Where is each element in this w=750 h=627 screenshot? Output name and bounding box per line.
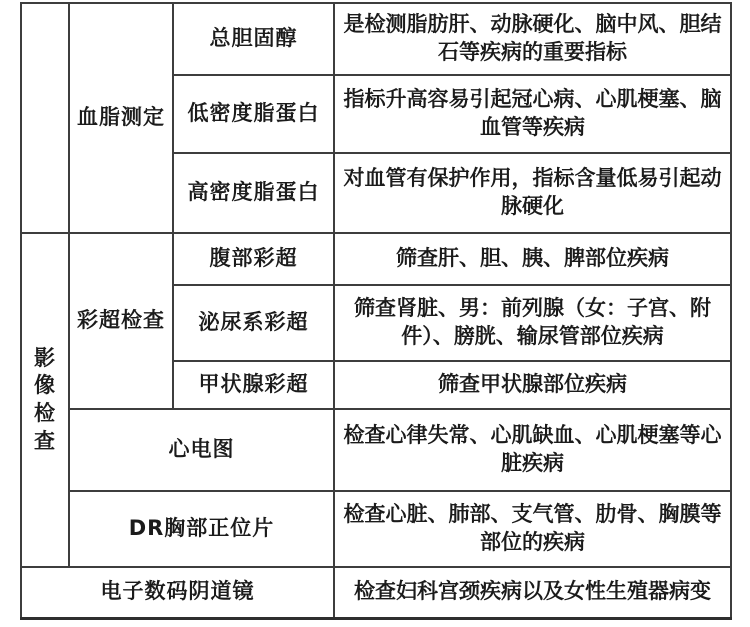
desc-cell-colposcope: 检查妇科宫颈疾病以及女性生殖器病变 — [334, 567, 731, 618]
desc-cell-thyroid-ultrasound: 筛查甲状腺部位疾病 — [334, 361, 731, 409]
group-cell-ultrasound: 彩超检查 — [69, 233, 173, 409]
desc-cell-ldl: 指标升高容易引起冠心病、心肌梗塞、脑血管等疾病 — [334, 75, 731, 153]
item-cell-hdl: 高密度脂蛋白 — [173, 153, 334, 233]
table-row — [21, 409, 731, 491]
item-cell-ecg: 心电图 — [69, 409, 334, 491]
item-cell-thyroid-ultrasound: 甲状腺彩超 — [173, 361, 334, 409]
desc-cell-urinary-ultrasound: 筛查肾脏、男：前列腺（女：子宫、附件）、膀胱、输尿管部位疾病 — [334, 285, 731, 361]
item-cell-dr-chest-xray: DR胸部正位片 — [69, 491, 334, 567]
category-cell-empty — [21, 3, 69, 233]
desc-cell-dr-chest-xray: 检查心脏、肺部、支气管、肋骨、胸膜等部位的疾病 — [334, 491, 731, 567]
desc-cell-ecg: 检查心律失常、心肌缺血、心肌梗塞等心脏疾病 — [334, 409, 731, 491]
exam-items-table — [20, 2, 732, 620]
item-cell-colposcope: 电子数码阴道镜 — [21, 567, 334, 618]
desc-cell-total-cholesterol: 是检测脂肪肝、动脉硬化、脑中风、胆结石等疾病的重要指标 — [334, 3, 731, 75]
table-row — [21, 3, 731, 75]
table-row — [21, 567, 731, 618]
category-cell-imaging — [21, 233, 69, 567]
desc-cell-hdl: 对血管有保护作用，指标含量低易引起动脉硬化 — [334, 153, 731, 233]
item-cell-total-cholesterol: 总胆固醇 — [173, 3, 334, 75]
item-cell-urinary-ultrasound: 泌尿系彩超 — [173, 285, 334, 361]
category-label-imaging: 影像检查 — [34, 345, 56, 453]
item-cell-ldl: 低密度脂蛋白 — [173, 75, 334, 153]
desc-cell-abdominal-ultrasound: 筛查肝、胆、胰、脾部位疾病 — [334, 233, 731, 285]
item-cell-abdominal-ultrasound: 腹部彩超 — [173, 233, 334, 285]
group-cell-blood-lipid: 血脂测定 — [69, 3, 173, 233]
table-row — [21, 491, 731, 567]
table-row — [21, 233, 731, 285]
